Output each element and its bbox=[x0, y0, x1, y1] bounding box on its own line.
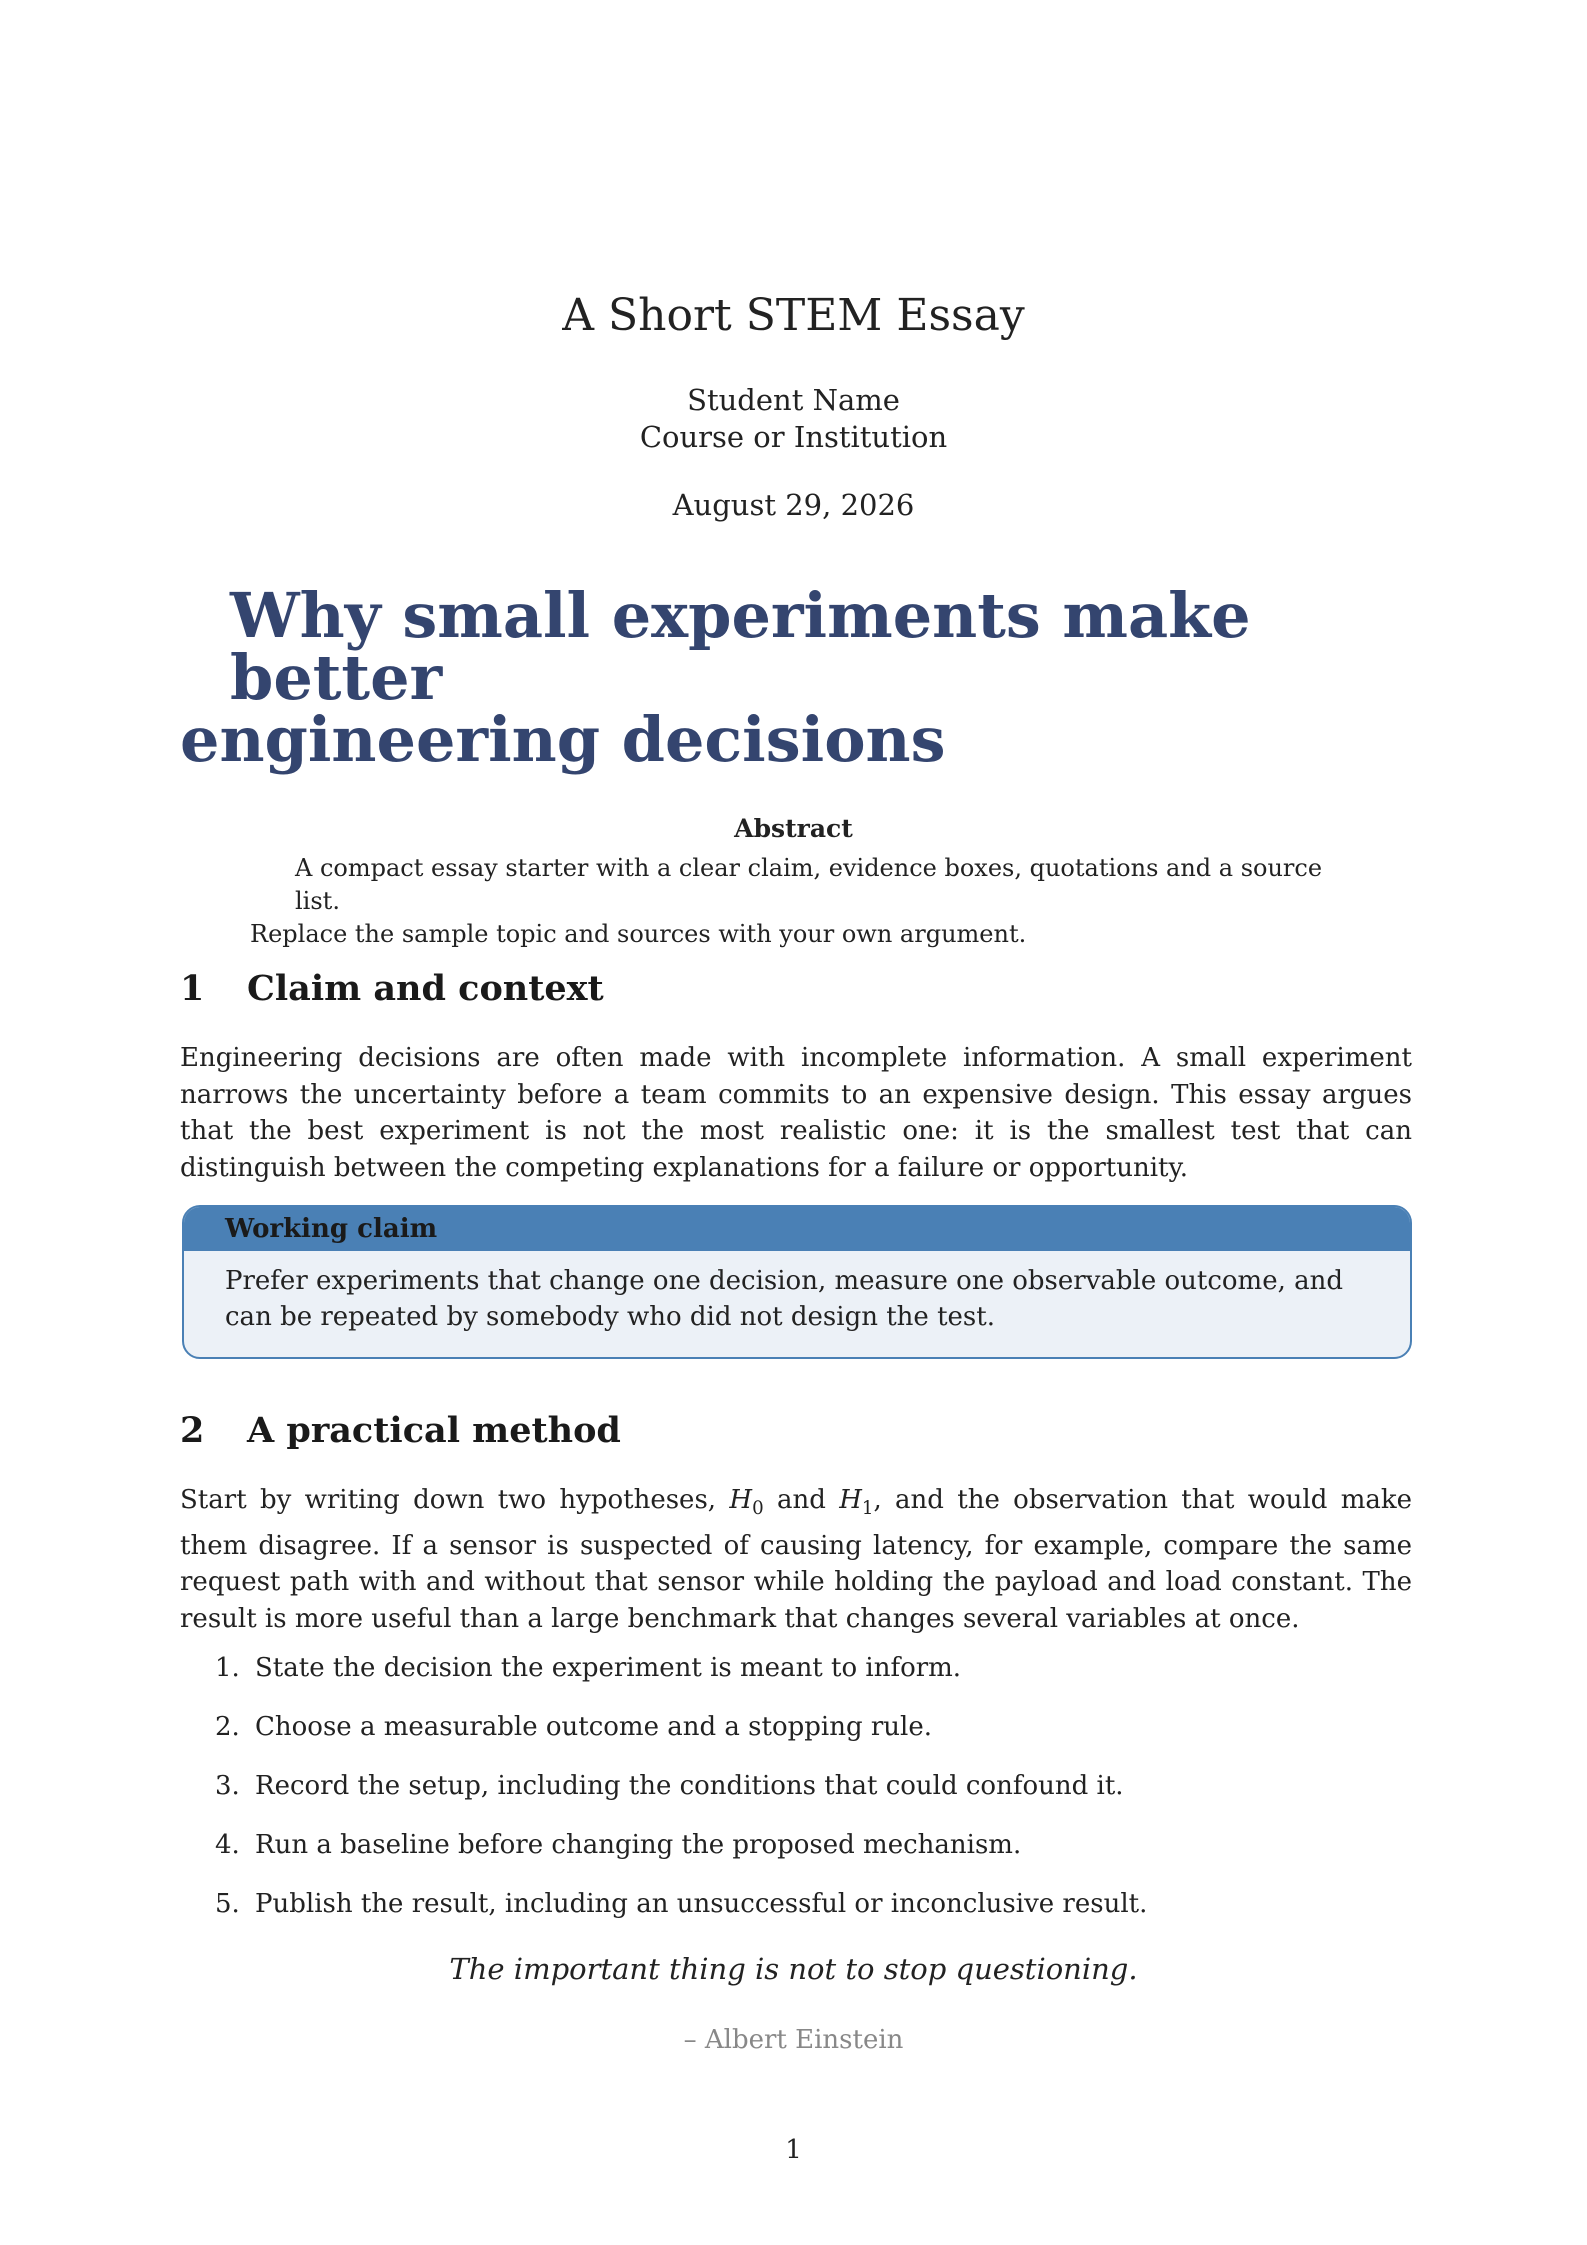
hypothesis-h0 bbox=[729, 1485, 764, 1520]
math-subscript: 0 bbox=[752, 1498, 764, 1520]
list-item bbox=[215, 1709, 1415, 1768]
list-text: Record the setup, including the conditions that could confound it. bbox=[255, 1771, 1124, 1801]
para-text: Start by writing down two hypotheses, bbox=[180, 1485, 717, 1515]
section-title: Claim and context bbox=[247, 968, 604, 1009]
list-item bbox=[215, 1886, 1415, 1945]
quotation-attribution: – Albert Einstein bbox=[683, 2025, 904, 2055]
list-number: 3. bbox=[215, 1771, 240, 1801]
abstract-heading: Abstract bbox=[734, 814, 853, 843]
essay-title-line-2: engineering decisions bbox=[180, 703, 946, 776]
document-title: A Short STEM Essay bbox=[562, 290, 1025, 341]
method-steps-list bbox=[215, 1650, 1415, 1945]
section-title: A practical method bbox=[247, 1410, 621, 1451]
abstract-line-2: Replace the sample topic and sources with your own argument. bbox=[250, 920, 1027, 948]
section-1-paragraph: Engineering decisions are often made with incomplete information. A small experiment narrows the uncertainty before a team commits to an expensive design. This essay argues that the best experiment is not the most realistic one: it is the smallest test that can distinguish between the competing explanations for a failure or opportunity. bbox=[180, 1043, 1412, 1183]
math-symbol: H bbox=[729, 1485, 753, 1515]
quotation: The important thing is not to stop questioning. bbox=[449, 1952, 1138, 1986]
math-symbol: H bbox=[839, 1485, 862, 1515]
section-heading-2 bbox=[180, 1410, 621, 1451]
essay-title-line-1: Why small experiments make better bbox=[230, 579, 1251, 714]
para-text: and bbox=[776, 1485, 826, 1515]
author-name: Student Name bbox=[687, 383, 900, 417]
section-heading-1 bbox=[180, 968, 604, 1009]
list-item bbox=[215, 1768, 1415, 1827]
para-text: , and the observation that would make them disagree. If a sensor is suspected of causing latency, for example, compare the same request path with and without that sensor while holding the payload and load constant. The result is more useful than a large benchmark that changes several variables at once. bbox=[180, 1485, 1412, 1634]
list-text: Run a baseline before changing the proposed mechanism. bbox=[255, 1830, 1022, 1860]
list-number: 2. bbox=[215, 1712, 240, 1742]
document-date: August 29, 2026 bbox=[672, 488, 915, 522]
page-number: 1 bbox=[785, 2135, 802, 2165]
essay-title bbox=[180, 579, 1420, 776]
abstract-text bbox=[250, 852, 1340, 951]
section-2-paragraph bbox=[180, 1482, 1412, 1637]
abstract-line-1: A compact essay starter with a clear claim, evidence boxes, quotations and a source list. bbox=[295, 854, 1323, 915]
claim-box-heading: Working claim bbox=[184, 1207, 1410, 1251]
section-number: 2 bbox=[180, 1410, 205, 1451]
list-text: State the decision the experiment is meant to inform. bbox=[255, 1653, 962, 1683]
institution: Course or Institution bbox=[639, 420, 948, 454]
claim-box-body: Prefer experiments that change one decision, measure one observable outcome, and can be repeated by somebody who did not design the test. bbox=[225, 1266, 1344, 1332]
math-subscript: 1 bbox=[861, 1498, 874, 1520]
list-text: Publish the result, including an unsuccessful or inconclusive result. bbox=[255, 1889, 1148, 1919]
list-number: 4. bbox=[215, 1830, 240, 1860]
hypothesis-h1 bbox=[839, 1485, 874, 1520]
list-number: 5. bbox=[215, 1889, 240, 1919]
list-item bbox=[215, 1827, 1415, 1886]
working-claim-box bbox=[182, 1205, 1412, 1359]
section-number: 1 bbox=[180, 968, 205, 1009]
list-item bbox=[215, 1650, 1415, 1709]
list-text: Choose a measurable outcome and a stopping rule. bbox=[255, 1712, 933, 1742]
list-number: 1. bbox=[215, 1653, 240, 1683]
